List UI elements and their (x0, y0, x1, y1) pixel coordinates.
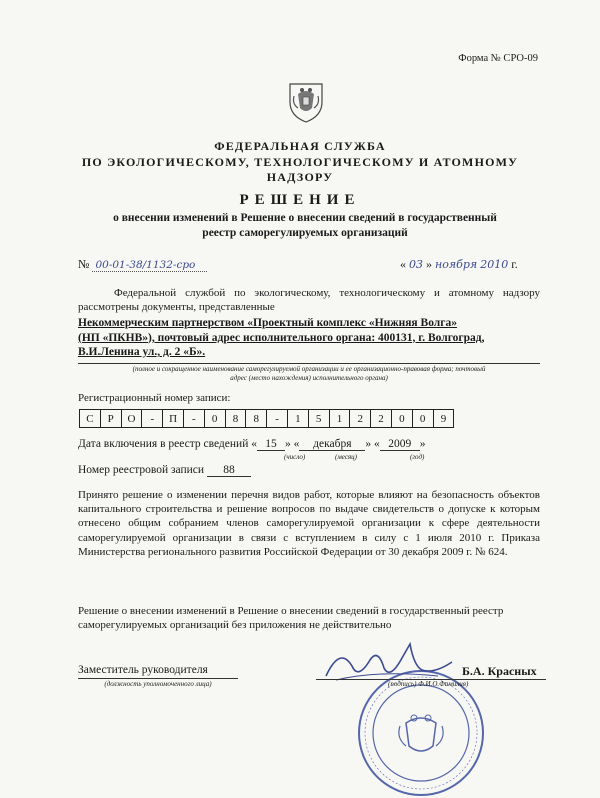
reg-char: 2 (370, 409, 392, 428)
reg-char: 8 (245, 409, 267, 428)
incl-close-quote-year: » (419, 438, 426, 450)
reg-char: 1 (329, 409, 351, 428)
organization-caption (78, 363, 540, 383)
paragraph-intro: Федеральной службой по экологическому, технологическому и атомному надзору рассмотрены документы, представленные (78, 287, 540, 313)
reg-char: П (162, 409, 184, 428)
caption-day: (число) (284, 453, 306, 461)
subtitle-line-2: реестр саморегулируемых организаций (202, 227, 408, 239)
signer-name: Б.А. Красных (462, 664, 537, 678)
agency-line-2: ПО ЭКОЛОГИЧЕСКОМУ, ТЕХНОЛОГИЧЕСКОМУ И АТОМНОМУ (81, 154, 519, 169)
reg-char: 8 (225, 409, 247, 428)
reg-char: О (121, 409, 143, 428)
caption-month: (месяц) (335, 453, 358, 461)
reg-char: 5 (308, 409, 330, 428)
inclusion-month: декабря (299, 438, 365, 451)
reg-char: 1 (287, 409, 309, 428)
record-value: 88 (207, 464, 251, 477)
registration-number-boxes (80, 409, 454, 428)
incl-open-quote-month: « (293, 438, 300, 450)
number-prefix: № (78, 257, 90, 271)
reg-char: 0 (391, 409, 413, 428)
signer-caption: (подпись) Ф.И.О.Фамилия) (388, 680, 469, 688)
reg-char: 9 (433, 409, 455, 428)
reg-char: - (141, 409, 163, 428)
date-month: ноября (435, 258, 478, 271)
document-subtitle (60, 211, 550, 241)
reg-char: - (266, 409, 288, 428)
organization-details (78, 316, 540, 360)
paragraph-validity: Решение о внесении изменений в Решение о внесении сведений в государственный реестр саморегулируемых организаций без приложения не действительно (78, 605, 504, 632)
date-year-suffix: г. (511, 257, 518, 271)
org-caption-line-2: адрес (место нахождения) исполнительного органа) (230, 374, 388, 382)
registration-label: Регистрационный номер записи: (78, 392, 231, 404)
org-line-2: (НП «ПКНВ»), почтовый адрес исполнительного органа: 400131, г. Волгоград, (78, 331, 485, 344)
date-day: 03 (409, 258, 423, 271)
org-caption-line-1: (полное и сокращенное наименование саморегулируемой организации и ее организационно-правовая форма; почтовый (132, 365, 486, 373)
date-open-quote: « (400, 257, 406, 271)
coat-of-arms-icon (286, 80, 326, 124)
reg-char: Р (100, 409, 122, 428)
reg-char: 0 (204, 409, 226, 428)
org-line-3: В.И.Ленина ул., д. 2 «Б». (78, 346, 206, 358)
inclusion-date (78, 438, 425, 451)
reg-char: С (79, 409, 101, 428)
date-close-quote: » (426, 257, 432, 271)
number-value: 00-01-38/1132-сро (92, 259, 207, 272)
signatory-position: Заместитель руководителя (78, 664, 238, 679)
agency-line-3: НАДЗОРУ (266, 170, 334, 184)
caption-year: (год) (410, 453, 425, 461)
incl-close-quote-month: » (365, 438, 372, 450)
reg-char: - (183, 409, 205, 428)
date-year: 2010 (480, 258, 509, 271)
incl-open-quote-day: « (251, 438, 257, 450)
decision-number (78, 257, 207, 272)
reg-char: 2 (349, 409, 371, 428)
org-line-1: Некоммерческим партнерством «Проектный комплекс «Нижняя Волга» (78, 317, 457, 329)
position-caption: (должность уполномоченного лица) (104, 680, 212, 688)
subtitle-line-1: о внесении изменений в Решение о внесении сведений в государственный (113, 212, 497, 224)
paragraph-decision: Принято решение о изменении перечня видов работ, которые влияют на безопасность объектов капитального строительства и решение вопросов по выдаче свидетельств о допуске к которым отнесено общим собранием членов саморегулируемой организации к сфере деятельности саморегулируемой организации в связи с вступлением в силу с 1 июля 2010 г. Приказа Министерства регионального развития Российской Федерации от 30 декабря 2009 г. № 624. (78, 489, 540, 558)
inclusion-day: 15 (257, 438, 285, 451)
inclusion-year: 2009 (380, 438, 420, 451)
incl-open-quote-year: « (373, 438, 380, 450)
inclusion-label: Дата включения в реестр сведений (78, 438, 249, 450)
document-title: РЕШЕНИЕ (239, 192, 361, 208)
record-label: Номер реестровой записи (78, 464, 205, 476)
agency-name (0, 139, 600, 186)
record-number (78, 464, 251, 477)
incl-close-quote-day: » (284, 438, 291, 450)
decision-date (400, 257, 518, 272)
form-number: Форма № СРО-09 (458, 53, 538, 64)
agency-line-1: ФЕДЕРАЛЬНАЯ СЛУЖБА (214, 139, 386, 153)
reg-char: 0 (412, 409, 434, 428)
